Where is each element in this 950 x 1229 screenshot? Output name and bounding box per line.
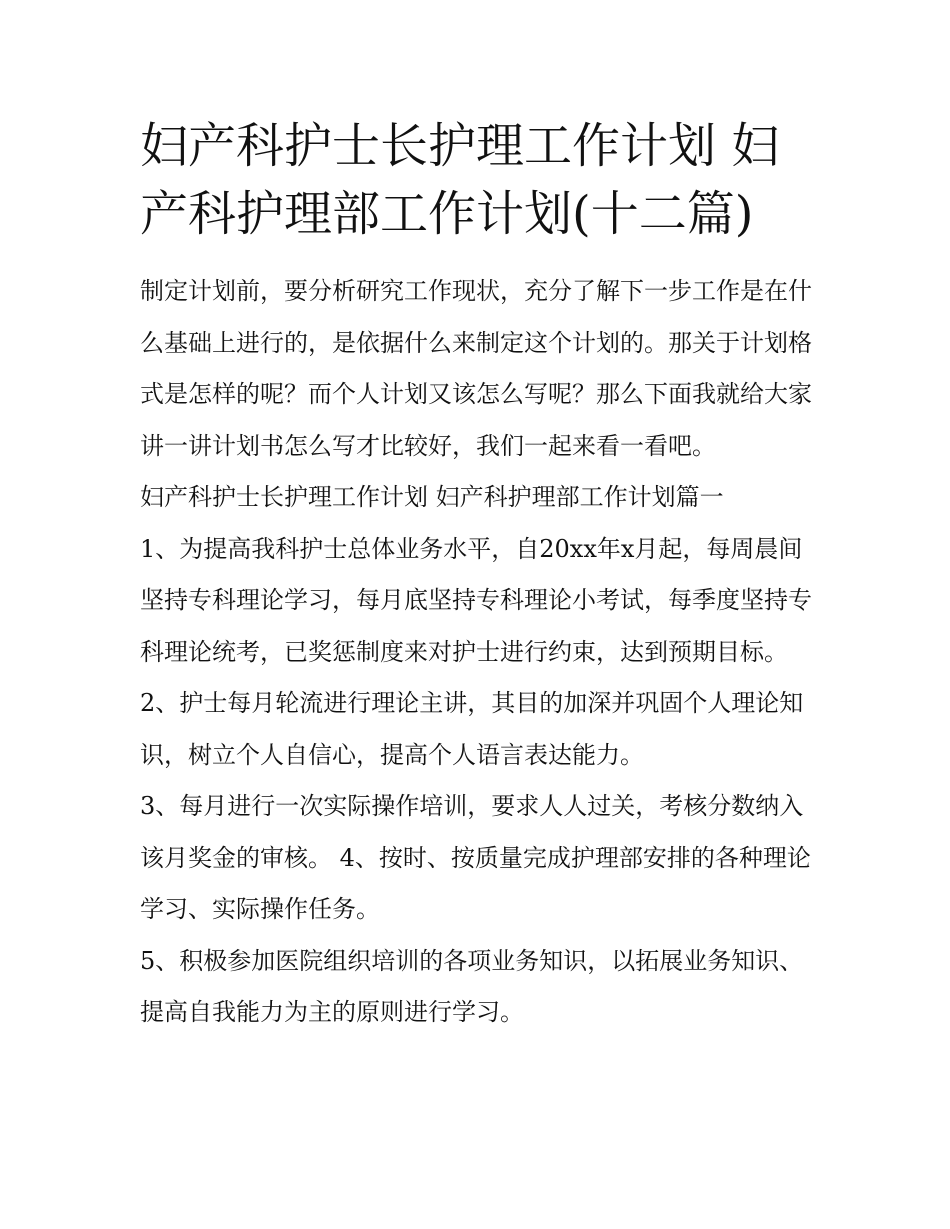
list-item-3: 3、每月进行一次实际操作培训，要求人人过关，考核分数纳入该月奖金的审核。 4、按时、按质量完成护理部安排的各种理论学习、实际操作任务。 [140, 792, 811, 923]
list-item-1: 1、为提高我科护士总体业务水平，自20xx年x月起，每周晨间坚持专科理论学习，每月底坚持专科理论小考试，每季度坚持专科理论统考，已奖惩制度来对护士进行约束，达到预期目标。 [140, 534, 812, 666]
document-body [140, 266, 820, 1039]
intro-paragraph: 制定计划前，要分析研究工作现状，充分了解下一步工作是在什么基础上进行的，是依据什么来制定这个计划的。那关于计划格式是怎样的呢？而个人计划又该怎么写呢？那么下面我就给大家讲一讲计划书怎么写才比较好，我们一起来看一看吧。 [140, 277, 812, 460]
list-item-5: 5、积极参加医院组织培训的各项业务知识，以拓展业务知识、提高自我能力为主的原则进行学习。 [140, 946, 804, 1026]
list-item-2: 2、护士每月轮流进行理论主讲，其目的加深并巩固个人理论知识，树立个人自信心，提高个人语言表达能力。 [140, 689, 804, 769]
document-content [140, 112, 820, 1039]
document-title: 妇产科护士长护理工作计划 妇产科护理部工作计划(十二篇) [140, 118, 780, 242]
section-heading: 妇产科护士长护理工作计划 妇产科护理部工作计划篇一 [140, 483, 724, 511]
